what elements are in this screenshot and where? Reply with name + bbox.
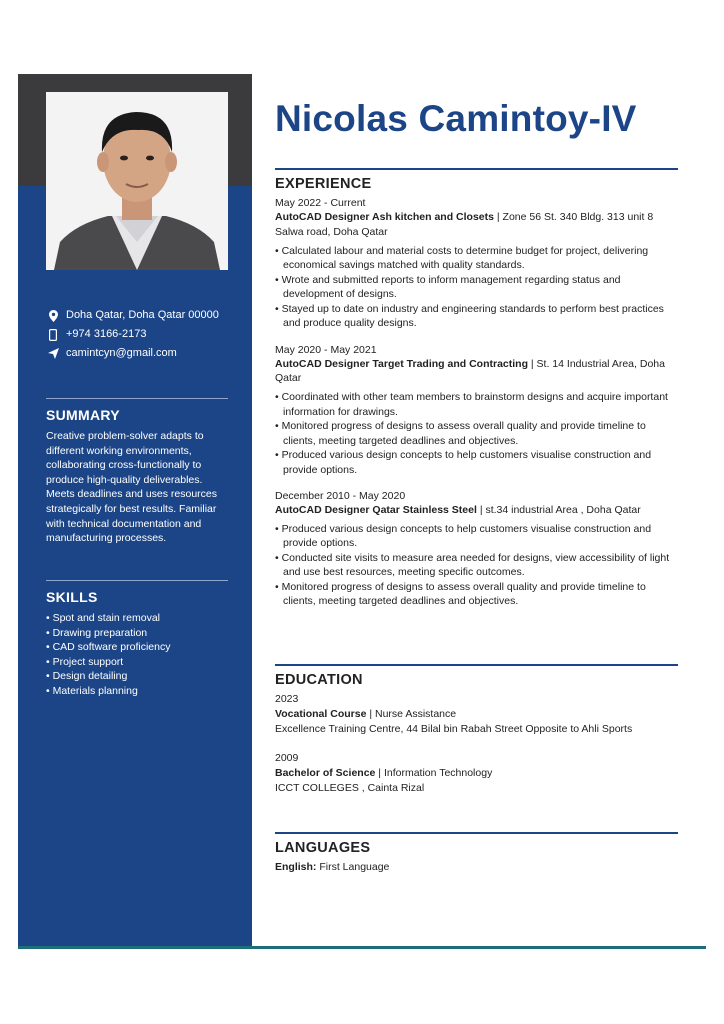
job-date: December 2010 - May 2020	[275, 490, 406, 503]
phone-icon	[46, 327, 60, 341]
education-title: EDUCATION	[275, 672, 363, 688]
job-entry	[275, 489, 678, 609]
job-title: AutoCAD Designer Target Trading and Contracting	[275, 357, 528, 370]
language-entry	[275, 860, 678, 875]
job-bullets	[275, 244, 678, 331]
bottom-accent-line	[18, 946, 706, 949]
summary-section	[46, 398, 228, 546]
job-bullet: • Stayed up to date on industry and engineering standards to perform best practices and produce quality designs.	[275, 302, 678, 331]
education-school: Excellence Training Centre, 44 Bilal bin Rabah Street Opposite to Ahli Sports	[275, 723, 633, 735]
job-bullet: • Produced various design concepts to help customers visualise construction and provide options.	[275, 448, 678, 477]
job-entry	[275, 343, 678, 478]
summary-divider	[46, 398, 228, 399]
education-degree: Bachelor of Science	[275, 767, 376, 779]
location-text: Doha Qatar, Doha Qatar 00000	[66, 309, 219, 321]
skill-item: • CAD software proficiency	[46, 640, 228, 655]
languages-title: LANGUAGES	[275, 840, 371, 856]
job-date: May 2020 - May 2021	[275, 343, 377, 356]
skill-item: • Design detailing	[46, 669, 228, 684]
job-location: | Zone 56 St. 340 Bldg. 313 unit 8 Salwa road, Doha Qatar	[275, 211, 654, 238]
job-location: | St. 14 Industrial Area, Doha Qatar	[275, 357, 665, 385]
experience-title: EXPERIENCE	[275, 176, 372, 192]
skills-title: SKILLS	[46, 589, 98, 605]
languages-divider	[275, 832, 678, 834]
candidate-name: Nicolas Camintoy-IV	[275, 98, 637, 139]
education-entry	[275, 692, 678, 737]
contact-block	[46, 308, 236, 365]
job-entry	[275, 196, 678, 331]
send-icon	[46, 346, 60, 359]
profile-photo	[46, 92, 228, 270]
job-title: AutoCAD Designer Qatar Stainless Steel	[275, 504, 477, 517]
education-entry	[275, 751, 678, 796]
language-name: English:	[275, 861, 317, 873]
skills-list	[46, 611, 228, 699]
education-degree: Vocational Course	[275, 708, 367, 720]
education-field: | Nurse Assistance	[369, 708, 457, 720]
job-role	[275, 503, 678, 518]
job-location: | st.34 industrial Area , Doha Qatar	[479, 504, 641, 517]
job-bullets	[275, 522, 678, 609]
skills-divider	[46, 580, 228, 581]
job-bullet: • Wrote and submitted reports to inform management regarding status and development of designs.	[275, 273, 678, 302]
job-role	[275, 210, 678, 240]
location-pin-icon	[46, 308, 60, 322]
education-field: | Information Technology	[378, 767, 493, 779]
contact-email	[46, 346, 236, 360]
email-text[interactable]: camintcyn@gmail.com	[66, 347, 177, 359]
job-bullet: • Conducted site visits to measure area needed for designs, view accessibility of light and use best resources, meeting specific outcomes.	[275, 551, 678, 580]
education-school: ICCT COLLEGES , Cainta Rizal	[275, 782, 425, 794]
contact-phone	[46, 327, 236, 341]
education-year: 2023	[275, 693, 299, 705]
job-date: May 2022 - Current	[275, 197, 366, 209]
job-title: AutoCAD Designer Ash kitchen and Closets	[275, 211, 494, 223]
experience-section	[275, 168, 678, 621]
summary-title: SUMMARY	[46, 407, 120, 423]
job-bullet: • Calculated labour and material costs to determine budget for project, delivering economical savings matched with quality standards.	[275, 244, 678, 273]
sidebar	[18, 74, 252, 948]
job-bullet: • Monitored progress of designs to assess overall quality and provide timeline to clients, meeting targeted deadlines and objectives.	[275, 419, 678, 448]
profile-photo-illustration	[46, 92, 228, 270]
skills-section	[46, 580, 228, 699]
skill-item: • Project support	[46, 655, 228, 670]
education-degree-line	[275, 766, 678, 781]
contact-location	[46, 308, 236, 322]
job-bullet: • Monitored progress of designs to assess overall quality and provide timeline to clients, meeting targeted deadlines and objectives.	[275, 580, 678, 609]
skill-item: • Spot and stain removal	[46, 611, 228, 626]
job-bullet: • Produced various design concepts to help customers visualise construction and provide options.	[275, 522, 678, 551]
education-degree-line	[275, 707, 678, 722]
job-bullets	[275, 390, 678, 477]
phone-text: +974 3166-2173	[66, 328, 147, 340]
experience-divider	[275, 168, 678, 170]
summary-text: Creative problem-solver adapts to different working environments, collaborating cross-functionally to produce high-quality deliverables. Meets deadlines and uses resources strategically for best results. Familiar with technical documentation and manufacturing processes.	[46, 430, 218, 545]
education-year: 2009	[275, 752, 299, 764]
skill-item: • Materials planning	[46, 684, 228, 699]
job-bullet: • Coordinated with other team members to brainstorm designs and acquire important information for drawings.	[275, 390, 678, 419]
skill-item: • Drawing preparation	[46, 626, 228, 641]
languages-section	[275, 832, 678, 875]
job-role	[275, 357, 678, 387]
resume-page	[18, 74, 706, 950]
education-divider	[275, 664, 678, 666]
education-section	[275, 664, 678, 810]
language-level: First Language	[319, 861, 390, 873]
